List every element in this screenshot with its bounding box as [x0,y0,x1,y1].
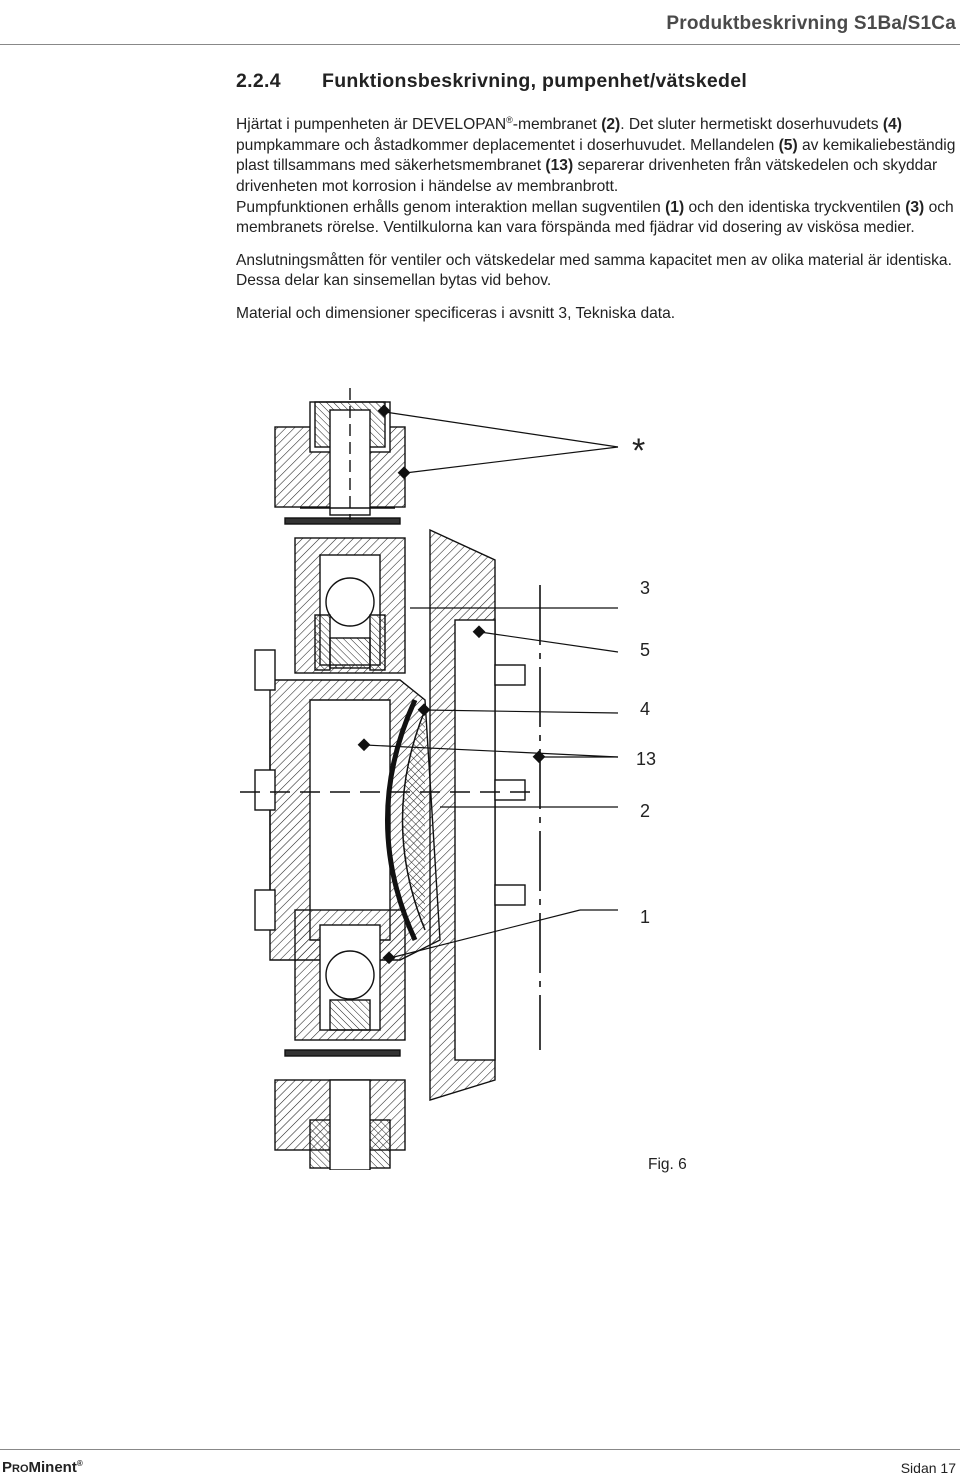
footer-divider [0,1449,960,1450]
label-star: * [632,432,646,470]
section-content [236,70,958,337]
figure-caption: Fig. 6 [648,1156,687,1173]
paragraph-function: Hjärtat i pumpenheten är DEVELOPAN®-membranet (2). Det sluter hermetiskt doserhuvudets (4) pumpkammare och åstadkommer deplacementet i doserhuvudet. Mellandelen (5) av kemikaliebeständig plast tillsammans med säkerhetsmembranet (13) separerar drivenheten från vätskedelen och skyddar drivenheten mot korrosion i händelse av membranbrott. Pumpfunktionen erhålls genom interaktion mellan sugventilen (1) och den identiska tryckventilen (3) och membranets rörelse. Ventilkulorna kan vara förspända med fjädrar vid dosering av viskösa medier. [236,115,956,237]
page-header-title: Produktbeskrivning S1Ba/S1Ca [666,13,956,34]
prominent-logo: PROMinent® [2,1459,83,1476]
pressure-valve [295,538,405,673]
bottom-union-nut [275,1080,405,1170]
label-3: 3 [640,578,651,598]
label-5: 5 [640,640,651,660]
section-heading [236,70,958,93]
suction-valve [285,910,405,1056]
top-union-nut [275,402,405,524]
section-title: Funktionsbeskrivning, pumpenhet/vätskedel [322,70,748,92]
label-2: 2 [640,801,651,821]
header-divider [0,44,960,45]
section-number: 2.2.4 [236,70,281,92]
label-13: 13 [636,749,657,769]
page-number: Sidan 17 [900,1460,956,1476]
label-4: 4 [640,699,651,719]
intermediate-part [430,530,525,1100]
pump-cross-section-drawing [240,380,960,1170]
paragraph-materials: Material och dimensioner specificeras i avsnitt 3, Tekniska data. [236,304,676,322]
paragraph-dimensions: Anslutningsmåtten för ventiler och vätskedelar med samma kapacitet men av olika material är identiska. Dessa delar kan sinsemellan bytas vid behov. [236,251,952,290]
label-1: 1 [640,907,651,927]
